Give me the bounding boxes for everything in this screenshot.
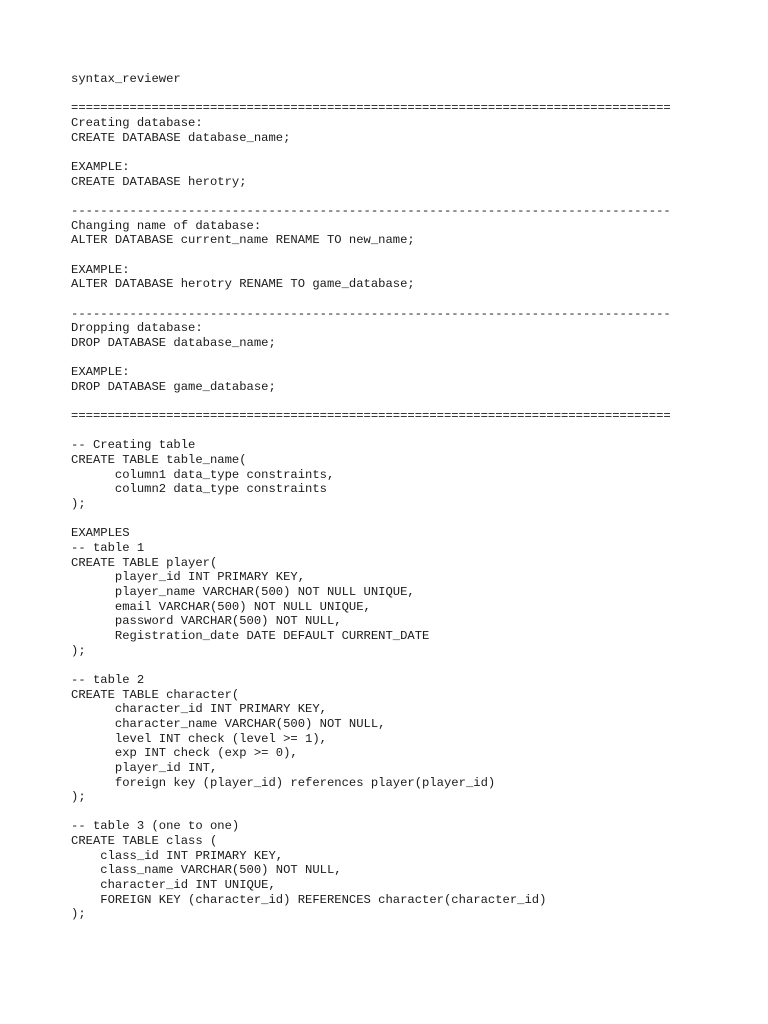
- document-body: syntax_reviewer ================================================================================== Creating database: CREATE DATABASE database_name; EXAMPLE: CREATE DATABASE herotry; ---------------------------------------------------------------------------------- Changing name of database: ALTER DATABASE current_name RENAME TO new_name; EXAMPLE: ALTER DATABASE herotry RENAME TO game_database; ---------------------------------------------------------------------------------- Dropping database: DROP DATABASE database_name; EXAMPLE: DROP DATABASE game_database; ================================================================================== -- Creating table CREATE TABLE table_name( column1 data_type constraints, column2 data_type constraints ); EXAMPLES -- table 1 CREATE TABLE player( player_id INT PRIMARY KEY, player_name VARCHAR(500) NOT NULL UNIQUE, email VARCHAR(500) NOT NULL UNIQUE, password VARCHAR(500) NOT NULL, Registration_date DATE DEFAULT CURRENT_DATE ); -- table 2 CREATE TABLE character( character_id INT PRIMARY KEY, character_name VARCHAR(500) NOT NULL, level INT check (level >= 1), exp INT check (exp >= 0), player_id INT, foreign key (player_id) references player(player_id) ); -- table 3 (one to one) CREATE TABLE class ( class_id INT PRIMARY KEY, class_name VARCHAR(500) NOT NULL, character_id INT UNIQUE, FOREIGN KEY (character_id) REFERENCES character(character_id) );: [71, 72, 671, 922]
